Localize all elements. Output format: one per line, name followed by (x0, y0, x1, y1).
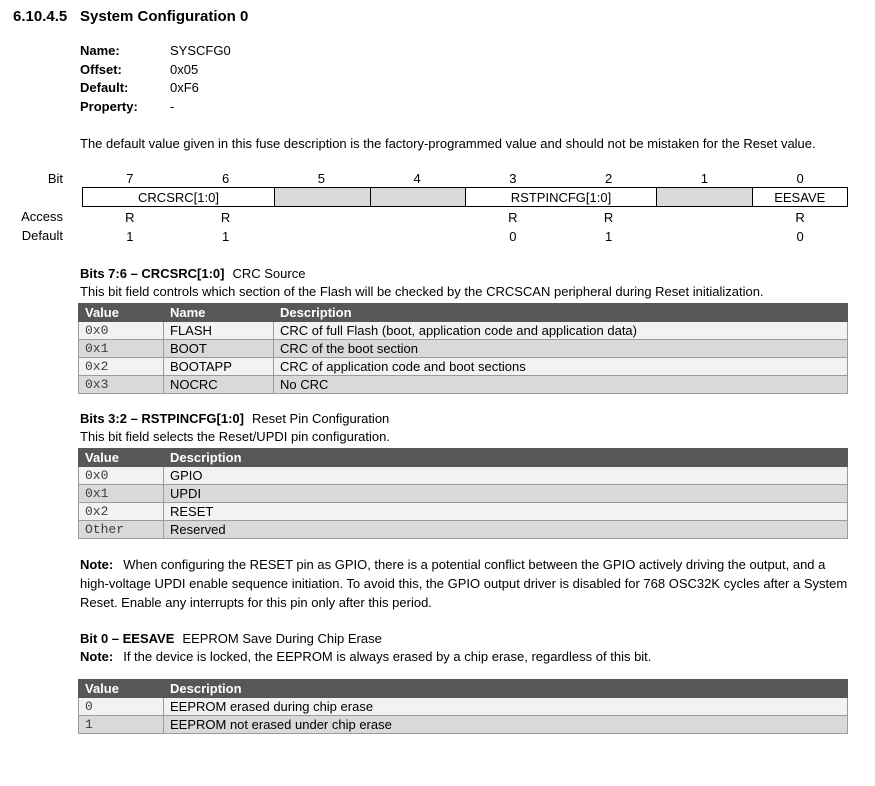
default-bit-value: 1 (605, 229, 613, 244)
crcsrc-value-table (78, 303, 848, 394)
note-text: When configuring the RESET pin as GPIO, there is a potential conflict between the GPIO actively driving the output, and a high-voltage UPDI enable sequence initiation. To avoid this, the GPIO output driver is disabled for 768 OSC32K cycles after a System Reset. Enable any interrupts for this pin only after this period. (80, 557, 848, 610)
table-row (79, 698, 848, 716)
table-row (79, 503, 848, 521)
table-row (79, 358, 848, 376)
description-cell: CRC of the boot section (274, 340, 848, 358)
note-paragraph (80, 555, 848, 612)
name-cell: FLASH (164, 322, 274, 340)
eesave-note (80, 647, 848, 666)
access-row-label: Access (21, 208, 63, 224)
bit-number: 6 (222, 171, 230, 186)
register-name-row (80, 42, 848, 61)
default-value: 0xF6 (170, 80, 199, 95)
eesave-heading (80, 630, 848, 647)
description-cell: CRC of full Flash (boot, application code and application data) (274, 322, 848, 340)
table-header-row (79, 449, 848, 467)
bit-number-row (82, 171, 848, 187)
access-value: R (508, 210, 518, 225)
value-cell: 0x2 (79, 503, 164, 521)
description-cell: RESET (164, 503, 848, 521)
note-label: Note: (80, 557, 114, 572)
value-cell: 1 (79, 716, 164, 734)
default-bit-value: 1 (222, 229, 230, 244)
value-cell: 0x2 (79, 358, 164, 376)
access-value: R (603, 210, 614, 225)
rstpincfg-heading-bold: Bits 3:2 – RSTPINCFG[1:0] (80, 411, 244, 426)
default-row (82, 228, 848, 245)
name-label: Name: (80, 43, 120, 58)
value-cell: 0x1 (79, 485, 164, 503)
property-value: - (170, 98, 175, 114)
column-header-description: Description (164, 680, 848, 698)
eesave-heading-rest: EEPROM Save During Chip Erase (182, 631, 382, 646)
rstpincfg-description: This bit field selects the Reset/UPDI pin configuration. (80, 429, 390, 444)
intro-paragraph: The default value given in this fuse description is the factory-programmed value and should not be mistaken for the Reset value. (80, 136, 816, 151)
bit-row-label: Bit (47, 171, 63, 186)
name-value: SYSCFG0 (170, 43, 231, 58)
default-bit-value: 0 (509, 229, 517, 244)
table-row (79, 521, 848, 539)
description-cell: CRC of application code and boot sections (274, 358, 848, 376)
page-title (13, 8, 848, 26)
bit-number: 4 (413, 171, 421, 186)
table-row (79, 467, 848, 485)
crcsrc-description: This bit field controls which section of the Flash will be checked by the CRCSCAN peripheral during Reset initialization. (80, 284, 764, 299)
table-row (79, 485, 848, 503)
section-rstpincfg (80, 410, 848, 446)
name-cell: BOOT (164, 340, 274, 358)
note-text: If the device is locked, the EEPROM is always erased by a chip erase, regardless of this bit. (123, 649, 652, 664)
note-label: Note: (80, 649, 114, 664)
description-cell: EEPROM erased during chip erase (164, 698, 848, 716)
bit-number: 3 (509, 171, 517, 186)
access-value: R (125, 210, 135, 225)
value-cell: 0x3 (79, 376, 164, 394)
register-default-row (80, 79, 848, 98)
bit-number: 1 (700, 171, 708, 186)
column-header-name: Name (164, 304, 274, 322)
bitfield-unused-bit1 (656, 188, 752, 206)
register-info-block (80, 42, 848, 116)
offset-label: Offset: (80, 61, 122, 77)
default-bit-value: 0 (796, 229, 804, 244)
column-header-description: Description (274, 304, 848, 322)
section-title: System Configuration 0 (80, 8, 249, 25)
bit-number: 0 (796, 171, 804, 186)
offset-value: 0x05 (170, 61, 199, 77)
default-bit-value: 1 (126, 229, 134, 244)
bitfield-crcsrc: CRCSRC[1:0] (83, 188, 274, 206)
spacer (13, 187, 82, 207)
bitfield-eesave: EESAVE (752, 188, 848, 206)
rstpincfg-heading (80, 410, 848, 427)
bit-number: 2 (605, 171, 613, 186)
rstpincfg-note (80, 555, 848, 612)
bit-field-row (82, 187, 848, 207)
table-header-row (79, 304, 848, 322)
table-row (79, 340, 848, 358)
section-eesave (80, 630, 848, 666)
description-cell: UPDI (164, 485, 848, 503)
bitfield-unused-bit5 (274, 188, 370, 206)
bitfield-unused-bit4 (370, 188, 466, 206)
column-header-value: Value (79, 304, 164, 322)
crcsrc-heading-rest: CRC Source (232, 266, 306, 281)
register-offset-row (80, 61, 848, 80)
eesave-value-table (78, 679, 848, 734)
table-header-row (79, 680, 848, 698)
column-header-value: Value (79, 449, 164, 467)
description-cell: EEPROM not erased under chip erase (164, 716, 848, 734)
rstpincfg-heading-rest: Reset Pin Configuration (251, 411, 390, 426)
register-bit-diagram (13, 171, 848, 245)
property-label: Property: (80, 98, 138, 114)
bit-number: 7 (126, 171, 134, 186)
bit-number: 5 (317, 171, 325, 186)
table-row (79, 376, 848, 394)
value-cell: 0x1 (79, 340, 164, 358)
section-number: 6.10.4.5 (13, 8, 68, 25)
value-cell: Other (79, 521, 164, 539)
description-cell: GPIO (164, 467, 848, 485)
crcsrc-heading (80, 265, 848, 282)
default-label: Default: (80, 80, 129, 95)
rstpincfg-value-table (78, 448, 848, 539)
eesave-heading-bold: Bit 0 – EESAVE (80, 631, 175, 646)
name-cell: BOOTAPP (164, 358, 274, 376)
access-value: R (220, 210, 231, 225)
section-crcsrc (80, 265, 848, 301)
access-value: R (795, 210, 805, 225)
value-cell: 0 (79, 698, 164, 716)
register-property-row (80, 98, 848, 117)
crcsrc-heading-bold: Bits 7:6 – CRCSRC[1:0] (80, 266, 225, 281)
table-row (79, 716, 848, 734)
name-cell: NOCRC (164, 376, 274, 394)
description-cell: No CRC (274, 376, 848, 394)
bitfield-rstpincfg: RSTPINCFG[1:0] (465, 188, 656, 206)
table-row (79, 322, 848, 340)
access-row (82, 209, 848, 226)
value-cell: 0x0 (79, 322, 164, 340)
default-row-label: Default (21, 227, 63, 243)
description-cell: Reserved (164, 521, 848, 539)
column-header-value: Value (79, 680, 164, 698)
value-cell: 0x0 (79, 467, 164, 485)
column-header-description: Description (164, 449, 848, 467)
